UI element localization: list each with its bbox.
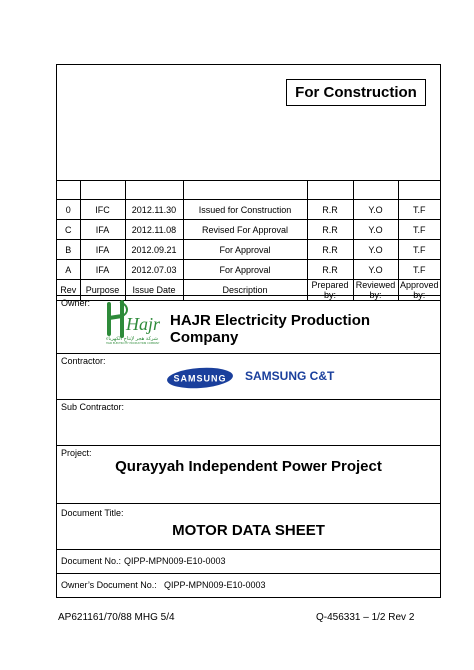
approved-cell: T.F (398, 240, 440, 260)
project-name: Qurayyah Independent Power Project (115, 458, 382, 475)
header-rev: Rev (57, 280, 80, 301)
owner-document-number-value: QIPP-MPN009-E10-0003 (164, 580, 266, 590)
project-label: Project: (61, 448, 92, 458)
revision-table (57, 180, 440, 301)
rev-cell: A (57, 260, 80, 280)
description-cell: Issued for Construction (183, 200, 307, 220)
table-row (57, 220, 440, 240)
purpose-cell: IFC (80, 200, 125, 220)
hajr-logo (100, 300, 175, 344)
document-number-label: Document No.: (61, 556, 122, 566)
logo-arabic: شركة هجر لإنتاج الكهرباء (106, 336, 158, 342)
prepared-cell: R.R (307, 260, 353, 280)
prepared-cell: R.R (307, 240, 353, 260)
rev-cell: C (57, 220, 80, 240)
status-stamp: For Construction (286, 79, 426, 106)
prepared-cell: R.R (307, 200, 353, 220)
document-title-label: Document Title: (61, 508, 124, 518)
reviewed-cell: Y.O (353, 200, 398, 220)
rev-cell: 0 (57, 200, 80, 220)
reviewed-cell: Y.O (353, 240, 398, 260)
approved-cell: T.F (398, 220, 440, 240)
approved-cell: T.F (398, 200, 440, 220)
header-prepared: Prepared by: (307, 280, 353, 301)
header-purpose: Purpose (80, 280, 125, 301)
owner-company-name: HAJR Electricity Production Company (170, 312, 371, 346)
project-section (57, 445, 440, 504)
owner-document-number-row (57, 573, 440, 598)
contractor-label: Contractor: (61, 356, 106, 366)
samsung-logo-text: SAMSUNG (173, 373, 227, 384)
document-title: MOTOR DATA SHEET (172, 522, 325, 539)
owner-document-number-label: Owner’s Document No.: (61, 580, 157, 590)
description-cell: For Approval (183, 260, 307, 280)
header-reviewed: Reviewed by: (353, 280, 398, 301)
sub-contractor-label: Sub Contractor: (61, 402, 125, 412)
table-row (57, 260, 440, 280)
reviewed-cell: Y.O (353, 260, 398, 280)
approved-cell: T.F (398, 260, 440, 280)
description-cell: Revised For Approval (183, 220, 307, 240)
header-date: Issue Date (125, 280, 183, 301)
logo-small-text: HAJR ELECTRICITY PRODUCTION COMPANY (106, 342, 160, 344)
date-cell: 2012.11.08 (125, 220, 183, 240)
date-cell: 2012.09.21 (125, 240, 183, 260)
purpose-cell: IFA (80, 220, 125, 240)
rev-cell: B (57, 240, 80, 260)
purpose-cell: IFA (80, 260, 125, 280)
owner-section (57, 295, 440, 354)
samsung-logo (166, 367, 234, 389)
purpose-cell: IFA (80, 240, 125, 260)
footer-right-code: Q-456331 – 1/2 Rev 2 (316, 612, 415, 623)
header-approved: Approved by: (399, 280, 439, 300)
date-cell: 2012.11.30 (125, 200, 183, 220)
owner-label: Owner: (61, 298, 91, 308)
prepared-cell: R.R (307, 220, 353, 240)
contractor-section (57, 353, 440, 400)
document-number-value: QIPP-MPN009-E10-0003 (124, 556, 226, 566)
reviewed-cell: Y.O (353, 220, 398, 240)
document-frame (56, 64, 441, 598)
sub-contractor-section (57, 399, 440, 446)
table-row-blank (57, 181, 440, 200)
header-description: Description (183, 280, 307, 301)
description-cell: For Approval (183, 240, 307, 260)
contractor-name: SAMSUNG C&T (245, 369, 335, 383)
document-title-section (57, 503, 440, 550)
date-cell: 2012.07.03 (125, 260, 183, 280)
footer-left-code: AP621161/70/88 MHG 5/4 (58, 612, 175, 623)
table-row (57, 200, 440, 220)
logo-wordmark: Hajr (126, 314, 161, 334)
document-number-row (57, 549, 440, 574)
table-row (57, 240, 440, 260)
